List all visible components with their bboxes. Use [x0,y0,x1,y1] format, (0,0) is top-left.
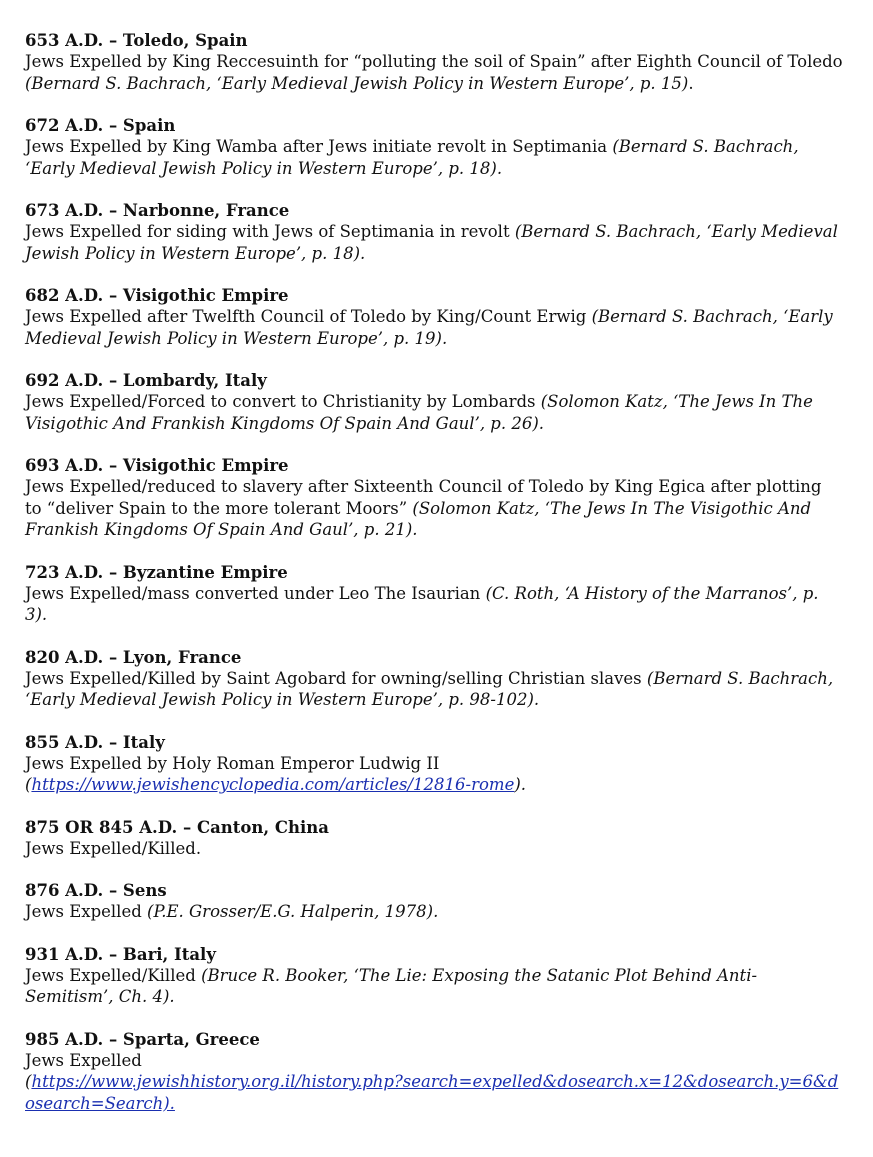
link-paren: ). [514,775,527,794]
entry-description: Jews Expelled by King Wamba after Jews initiate revolt in Septimania [25,137,613,156]
entry-citation: (Bruce R. Booker, ‘The Lie: Exposing the Satanic Plot Behind Anti-Semitism’, Ch. 4). [25,965,758,1006]
entry-text [25,838,843,860]
entry-heading: 931 A.D. – Bari, Italy [25,944,216,964]
list-item [25,455,843,541]
link-paren: ( [25,775,32,794]
entry-heading: 820 A.D. – Lyon, France [25,647,242,667]
entry-text [25,1050,843,1115]
entry-citation: (Bernard S. Bachrach, ‘Early Medieval Jewish Policy in Western Europe’, p. 18). [25,137,799,178]
entry-citation: (Bernard S. Bachrach, ‘Early Medieval Jewish Policy in Western Europe’, p. 19). [25,307,833,348]
entry-description: Jews Expelled/Killed. [25,838,202,858]
entry-heading: 653 A.D. – Toledo, Spain [25,31,248,50]
entry-text [25,221,843,264]
entry-citation: (Bernard S. Bachrach, ‘Early Medieval Jewish Policy in Western Europe’, p. 15) [25,73,689,93]
entry-heading: 855 A.D. – Italy [25,732,165,752]
list-item [25,562,843,626]
link-paren: ( [25,1072,32,1091]
entry-citation: (Solomon Katz, ‘The Jews In The Visigothic And Frankish Kingdoms Of Spain And Gaul’, p. 26). [25,392,813,433]
list-item [25,732,843,796]
entry-citation: (P.E. Grosser/E.G. Halperin, 1978). [147,902,439,921]
entry-heading: 672 A.D. – Spain [25,116,176,135]
entry-description: Jews Expelled [25,1050,142,1070]
entry-text [25,51,843,94]
entry-citation: (Solomon Katz, ‘The Jews In The Visigothic And Frankish Kingdoms Of Spain And Gaul’, p. 21). [25,498,812,539]
list-item [25,944,843,1008]
entry-citation: (Bernard S. Bachrach, ‘Early Medieval Jewish Policy in Western Europe’, p. 18). [25,222,838,263]
entry-heading: 723 A.D. – Byzantine Empire [25,562,288,582]
entry-description: Jews Expelled by King Reccesuinth for “polluting the soil of Spain” after Eighth Council of Toledo [25,52,843,71]
list-item [25,30,843,94]
entry-heading: 985 A.D. – Sparta, Greece [25,1029,260,1049]
list-item [25,370,843,434]
entry-heading: 673 A.D. – Narbonne, France [25,201,290,220]
entry-text [25,901,843,923]
list-item [25,647,843,711]
source-link[interactable]: https://www.jewishhistory.org.il/history.php?search=expelled&dosearch.x=12&dosearch.y=6&dosearch=Search). [25,1072,839,1113]
entry-text [25,965,843,1008]
entry-text [25,753,843,796]
entry-description: Jews Expelled/mass converted under Leo The Isaurian [25,583,486,603]
list-item [25,200,843,264]
entry-description: Jews Expelled/Killed by Saint Agobard for owning/selling Christian slaves [25,668,647,688]
list-item [25,115,843,179]
entry-heading: 875 OR 845 A.D. – Canton, China [25,817,329,837]
entry-heading: 682 A.D. – Visigothic Empire [25,286,289,305]
entry-text [25,306,843,349]
entry-text [25,136,843,179]
source-link[interactable]: https://www.jewishencyclopedia.com/articles/12816-rome [31,775,515,794]
entry-heading: 693 A.D. – Visigothic Empire [25,456,289,475]
entry-punctuation: . [688,73,694,93]
entry-description: Jews Expelled by Holy Roman Emperor Ludwig II [25,753,440,773]
entry-text [25,668,843,711]
list-item [25,1029,843,1115]
entry-description: Jews Expelled for siding with Jews of Septimania in revolt [25,222,515,241]
entry-text [25,476,843,541]
entry-text [25,583,843,626]
entry-citation: (Bernard S. Bachrach, ‘Early Medieval Jewish Policy in Western Europe’, p. 98-102). [25,668,834,709]
entry-description: Jews Expelled/Forced to convert to Christianity by Lombards [25,392,541,411]
entry-heading: 692 A.D. – Lombardy, Italy [25,371,267,390]
list-item [25,817,843,860]
entry-heading: 876 A.D. – Sens [25,881,167,900]
list-item [25,285,843,349]
list-item [25,880,843,923]
entry-description: Jews Expelled/reduced to slavery after Sixteenth Council of Toledo by King Egica after plotting to “deliver Spain to the more tolerant Moors” [25,477,822,518]
entry-description: Jews Expelled after Twelfth Council of Toledo by King/Count Erwig [25,307,592,326]
entry-text [25,391,843,434]
entry-description: Jews Expelled [25,902,148,921]
entry-citation: (C. Roth, ‘A History of the Marranos’, p. 3). [25,583,819,624]
entry-description: Jews Expelled/Killed [25,965,202,985]
